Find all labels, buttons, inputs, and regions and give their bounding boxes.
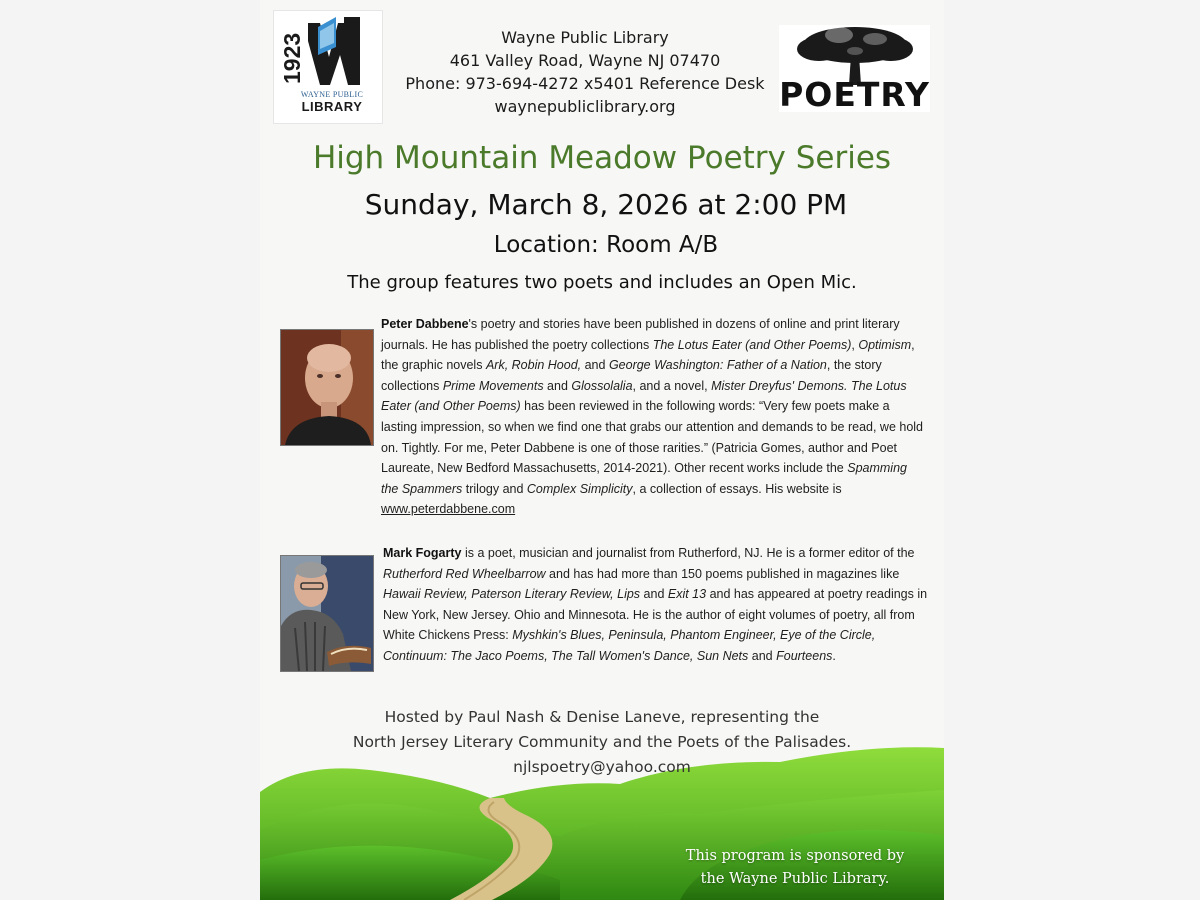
contact-email[interactable]: njlspoetry@yahoo.com (513, 758, 691, 776)
library-name: Wayne Public Library (501, 28, 669, 47)
library-logo (273, 10, 383, 124)
library-logo-line1: WAYNE PUBLIC (300, 90, 364, 99)
event-date-time: Sunday, March 8, 2026 at 2:00 PM (364, 188, 848, 221)
hosted-line-2: North Jersey Literary Community and the Poets of the Palisades. (352, 733, 852, 751)
series-title: High Mountain Meadow Poetry Series (312, 140, 892, 176)
hosted-by-block (260, 705, 944, 780)
poet-bio-mark-fogarty: Mark Fogarty is a poet, musician and journalist from Rutherford, NJ. He is a former editor of the Rutherford Red Wheelbarrow and has had more than 150 poems published in magazines like Hawaii Review, Paterson Literary Review, Lips and Exit 13 and has appeared at poetry readings in New York, New Jersey. Ohio and Minnesota. He is the author of eight volumes of poetry, all from White Chickens Press: Myshkin's Blues, Peninsula, Phantom Engineer, Eye of the Circle, Continuum: The Jaco Poems, The Tall Women's Dance, Sun Nets and Fourteens. (383, 546, 928, 663)
hosted-line-1: Hosted by Paul Nash & Denise Laneve, representing the (384, 708, 820, 726)
event-location: Location: Room A/B (493, 232, 719, 258)
poet-photo-peter-dabbene (280, 329, 374, 446)
library-logo-year: 1923 (279, 32, 305, 84)
event-description: The group features two poets and includes an Open Mic. (347, 272, 857, 293)
poetry-logo-word: POETRY (779, 75, 930, 114)
sponsor-line-2: the Wayne Public Library. (700, 871, 890, 887)
sponsor-line-1: This program is sponsored by (685, 848, 905, 864)
sponsor-note (665, 845, 925, 891)
event-flyer (260, 0, 944, 900)
library-address: 461 Valley Road, Wayne NJ 07470 (449, 51, 721, 70)
poet-name: Peter Dabbene (381, 317, 469, 331)
library-phone: Phone: 973-694-4272 x5401 Reference Desk (405, 74, 765, 93)
poet-bio-peter-dabbene: Peter Dabbene's poetry and stories have been published in dozens of online and print literary journals. He has published the poetry collections The Lotus Eater (and Other Poems), Optimism, the graphic novels Ark, Robin Hood, and George Washington: Father of a Nation, the story collections Prime Movements and Glossolalia, and a novel, Mister Dreyfus' Demons. The Lotus Eater (and Other Poems) has been reviewed in the following words: “Very few poets make a lasting impression, so when we find one that grabs our attention and demands to be read, we hold on. Tightly. For me, Peter Dabbene is one of those rarities.” (Patricia Gomes, author and Poet Laureate, New Bedford Massachusetts, 2014-2021). Other recent works include the Spamming the Spammers trilogy and Complex Simplicity, a collection of essays. His website is www.peterdabbene.com (381, 317, 924, 517)
poet-name: Mark Fogarty (383, 546, 462, 560)
poet-photo-mark-fogarty (280, 555, 374, 672)
library-website: waynepubliclibrary.org (494, 97, 676, 116)
poetry-logo (779, 25, 930, 112)
poet-website-link[interactable]: www.peterdabbene.com (381, 502, 516, 517)
library-contact-block (385, 26, 785, 118)
library-logo-line2: LIBRARY (301, 99, 363, 114)
